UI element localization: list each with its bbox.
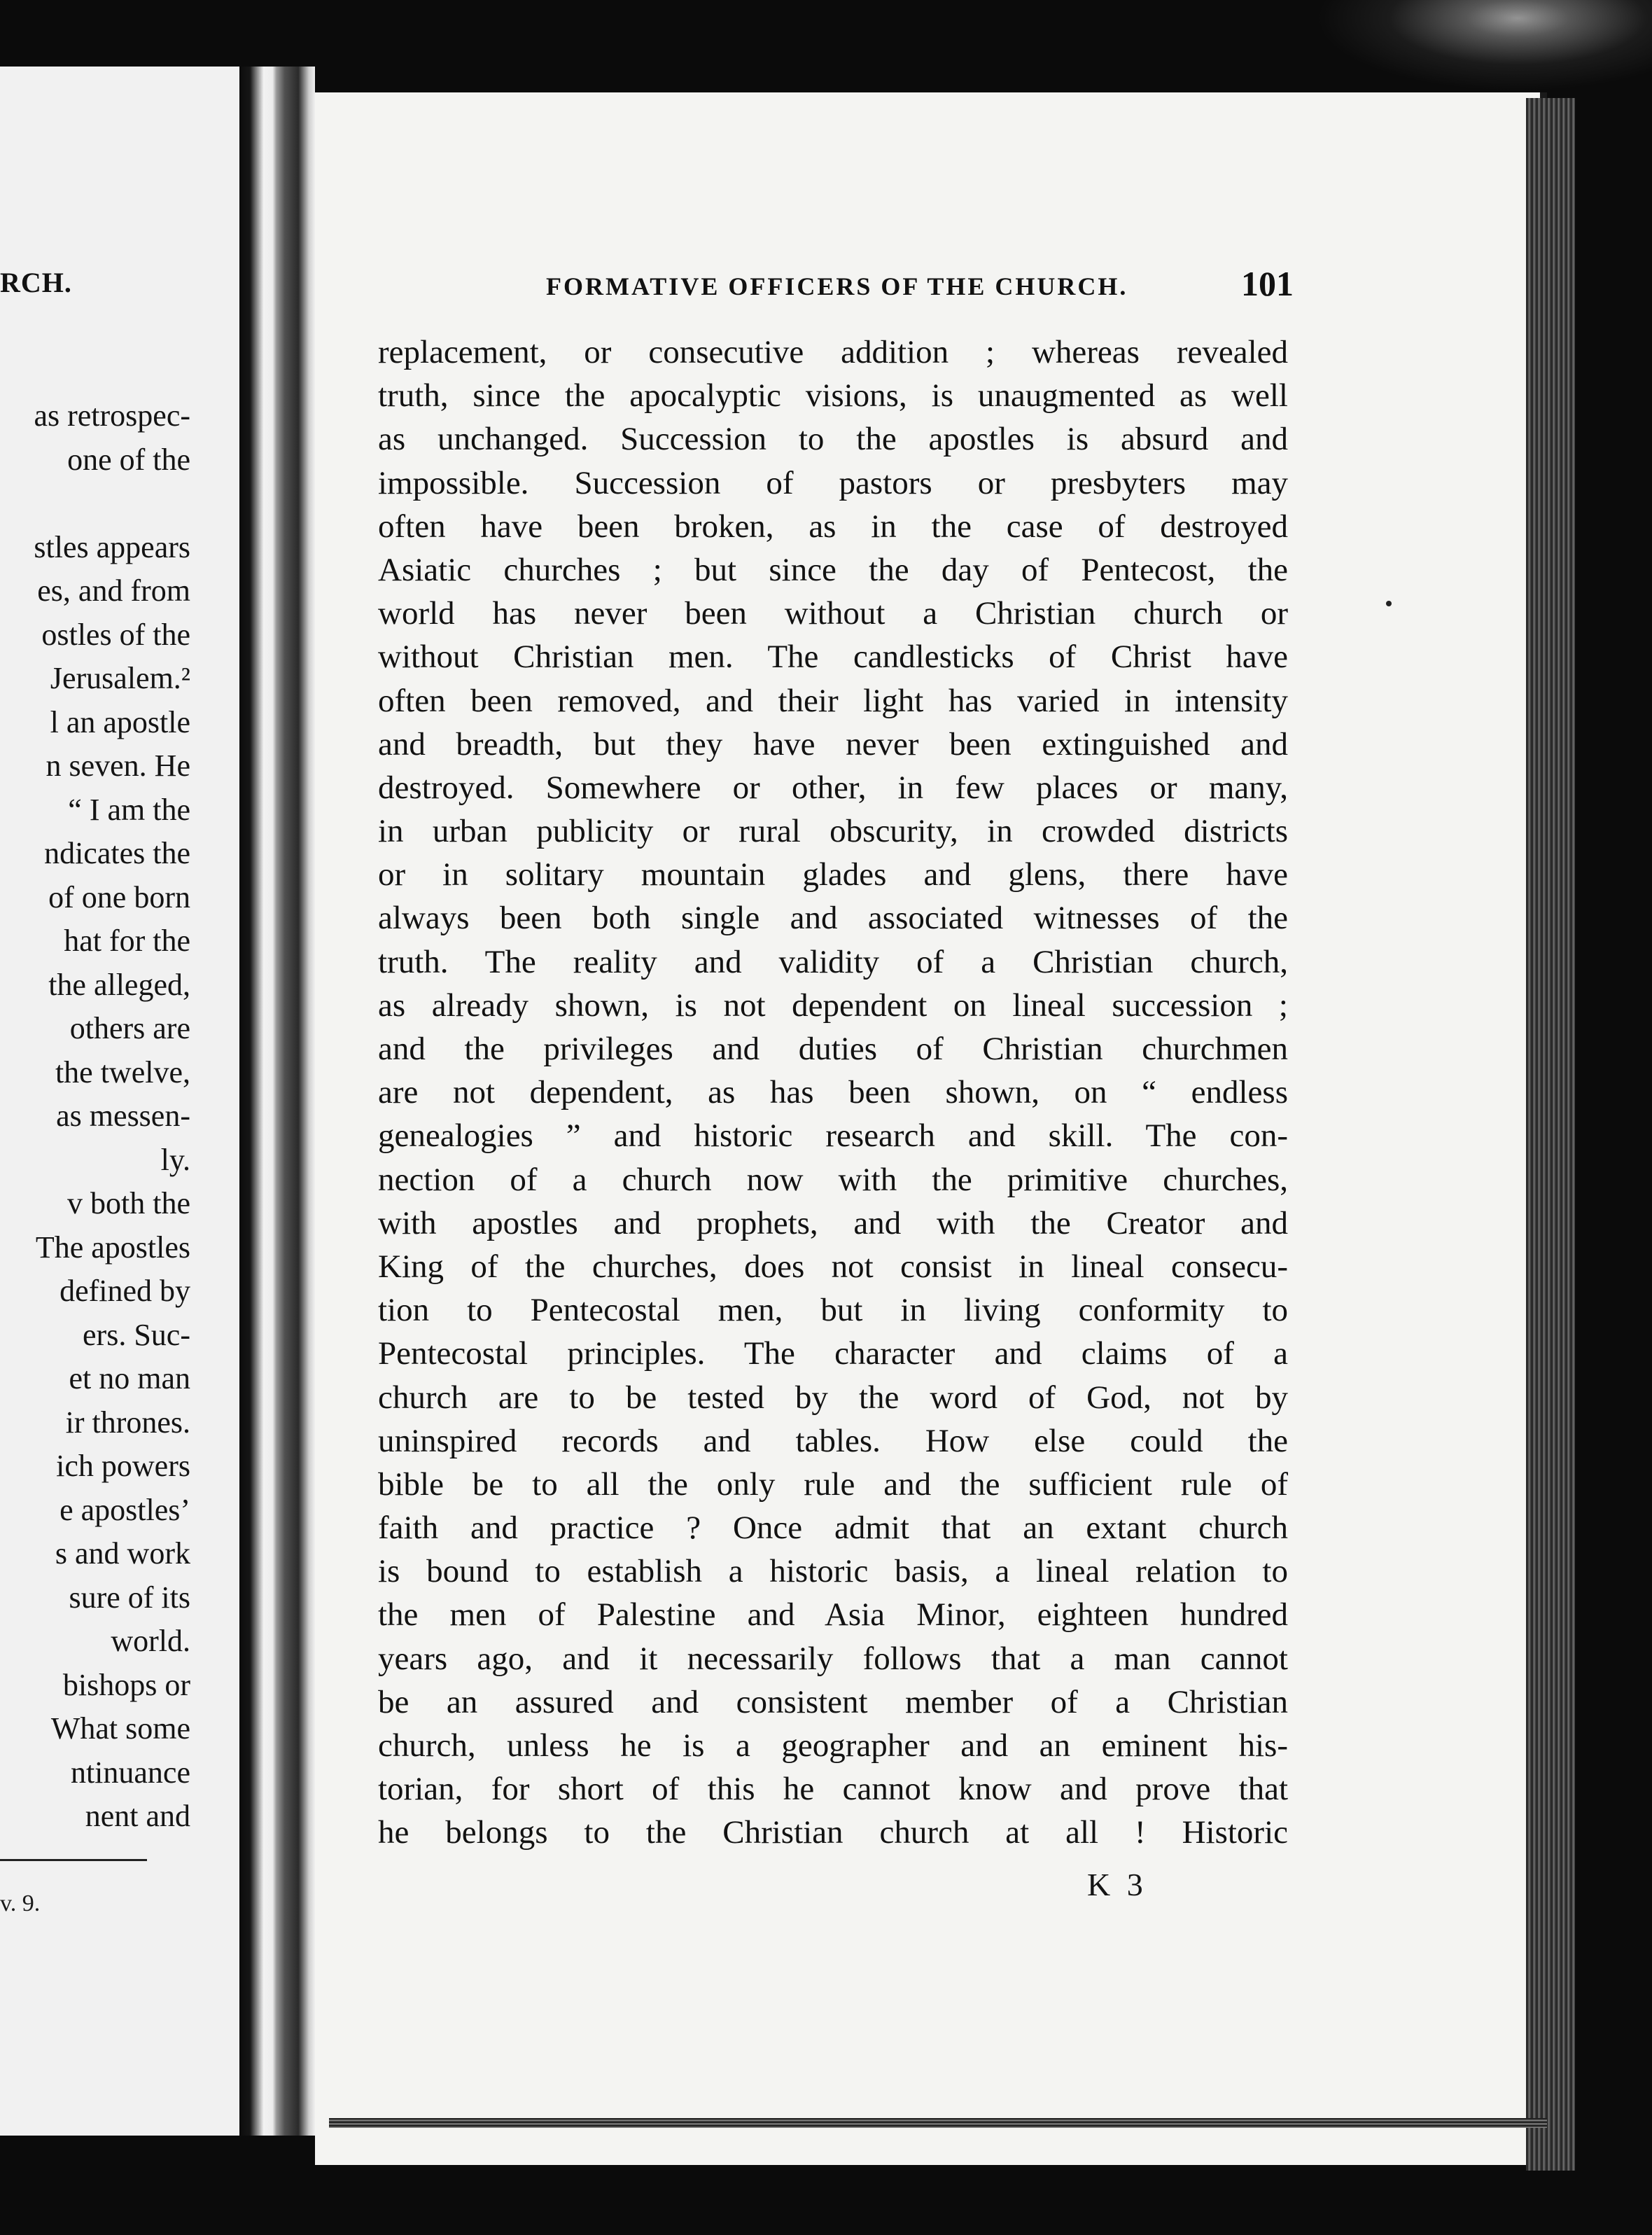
text-line: What some — [50, 1711, 190, 1746]
text-line: church, unless he is a geographer and an eminent his- — [378, 1727, 1288, 1764]
text-line: as already shown, is not dependent on lineal succession ; — [378, 987, 1288, 1024]
text-line: tion to Pentecostal men, but in living conformity to — [378, 1292, 1288, 1329]
running-head: FORMATIVE OFFICERS OF THE CHURCH. — [546, 272, 1128, 300]
text-line: the twelve, — [55, 1054, 190, 1089]
left-page — [0, 67, 241, 2136]
text-line: torian, for short of this he cannot know and prove that — [378, 1771, 1288, 1808]
text-line: hat for the — [64, 924, 190, 958]
text-line: and the privileges and duties of Christian churchmen — [378, 1031, 1288, 1067]
text-line: ostles of the — [41, 617, 190, 652]
text-line: in urban publicity or rural obscurity, in crowded districts — [378, 813, 1288, 850]
text-line: Jerusalem.² — [50, 661, 190, 695]
text-line: others are — [69, 1011, 190, 1045]
text-line: without Christian men. The candlesticks of Christ have — [378, 639, 1288, 676]
left-running-head: RCH. — [0, 267, 72, 298]
text-line: and breadth, but they have never been extinguished and — [378, 725, 1288, 763]
text-line: often been removed, and their light has varied in intensity — [378, 682, 1288, 719]
text-line: be an assured and consistent member of a Christian — [378, 1683, 1288, 1720]
text-line: truth, since the apocalyptic visions, is unaugmented as well — [378, 377, 1288, 415]
text-line: the alleged, — [48, 967, 190, 1002]
text-line: impossible. Succession of pastors or presbyters may — [378, 464, 1288, 501]
text-line: as messen- — [56, 1099, 190, 1133]
text-line: world has never been without a Christian church or — [378, 595, 1288, 632]
text-line: uninspired records and tables. How else could the — [378, 1422, 1288, 1459]
text-line: faith and practice ? Once admit that an extant church — [378, 1510, 1288, 1547]
text-line: King of the churches, does not consist in lineal consecu- — [378, 1248, 1288, 1285]
text-line — [0, 482, 190, 526]
text-line: destroyed. Somewhere or other, in few places or many, — [378, 769, 1288, 806]
left-page-text — [0, 394, 190, 1839]
text-line: as retrospec- — [34, 398, 190, 433]
text-line: years ago, and it necessarily follows that a man cannot — [378, 1640, 1288, 1677]
footnote-rule — [0, 1859, 147, 1861]
text-line: Asiatic churches ; but since the day of Pentecost, the — [378, 551, 1288, 588]
text-line: bible be to all the only rule and the sufficient rule of — [378, 1465, 1288, 1503]
left-footnote: v. 9. — [0, 1891, 41, 1916]
book-gutter — [239, 67, 315, 2136]
signature-mark: K 3 — [1087, 1867, 1147, 1902]
text-line: with apostles and prophets, and with the Creator and — [378, 1204, 1288, 1241]
text-line: truth. The reality and validity of a Christian church, — [378, 943, 1288, 980]
text-line: “ I am the — [68, 792, 190, 827]
scan-blot — [1316, 0, 1652, 91]
text-line: as unchanged. Succession to the apostles is absurd and — [378, 421, 1288, 458]
text-line: world. — [111, 1624, 190, 1658]
text-line: he belongs to the Christian church at all ! Historic — [378, 1814, 1288, 1851]
text-line: are not dependent, as has been shown, on “ endless — [378, 1074, 1288, 1111]
text-line: ly. — [160, 1142, 190, 1177]
body-text — [378, 330, 1288, 1855]
text-line: ers. Suc- — [83, 1317, 190, 1352]
text-line: often have been broken, as in the case of destroyed — [378, 508, 1288, 545]
page-bottom-edge — [329, 2118, 1547, 2128]
text-line: stles appears — [34, 529, 190, 564]
text-line: bishops or — [62, 1667, 190, 1702]
text-line: the men of Palestine and Asia Minor, eighteen hundred — [378, 1596, 1288, 1634]
text-line: et no man — [69, 1361, 190, 1395]
text-line: s and work — [55, 1536, 190, 1571]
text-line: ich powers — [56, 1449, 190, 1483]
text-line: ndicates the — [44, 836, 190, 870]
text-line: defined by — [59, 1274, 190, 1308]
page-number: 101 — [1241, 264, 1294, 303]
text-line: ir thrones. — [65, 1405, 190, 1440]
text-line: nent and — [85, 1799, 190, 1833]
text-line: always been both single and associated witnesses of the — [378, 900, 1288, 937]
text-line: es, and from — [37, 573, 190, 608]
text-line: nection of a church now with the primitive churches, — [378, 1161, 1288, 1198]
text-line: or in solitary mountain glades and glens, there have — [378, 856, 1288, 893]
text-line: replacement, or consecutive addition ; whereas revealed — [378, 334, 1288, 370]
text-line: church are to be tested by the word of God, not by — [378, 1379, 1288, 1416]
page-edges — [1526, 98, 1575, 2171]
text-line: one of the — [67, 442, 190, 477]
text-line: v both the — [67, 1186, 190, 1220]
text-line: n seven. He — [46, 749, 190, 783]
text-line: sure of its — [69, 1580, 190, 1615]
text-line: is bound to establish a historic basis, a lineal relation to — [378, 1553, 1288, 1590]
text-line: ntinuance — [70, 1755, 190, 1790]
text-line: e apostles’ — [59, 1492, 190, 1527]
text-line: l an apostle — [50, 704, 190, 739]
scan-dot — [1386, 601, 1392, 606]
text-line: The apostles — [35, 1230, 190, 1265]
text-line: Pentecostal principles. The character and claims of a — [378, 1335, 1288, 1372]
text-line: of one born — [48, 879, 190, 914]
text-line: genealogies ” and historic research and skill. The con- — [378, 1118, 1288, 1155]
